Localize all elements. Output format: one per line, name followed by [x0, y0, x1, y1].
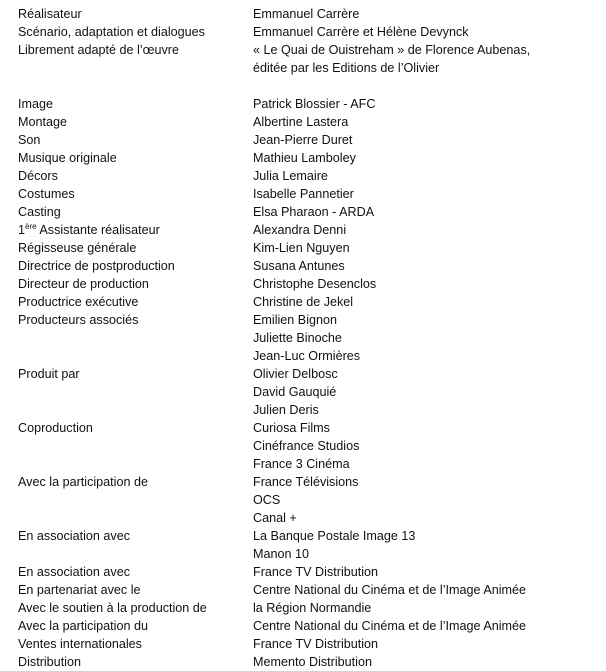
- credit-row: [18, 275, 598, 293]
- credit-name: Canal +: [253, 511, 297, 525]
- credits-list: [18, 5, 598, 671]
- credit-role-label: En association avec: [18, 529, 131, 543]
- credit-role: [18, 239, 253, 257]
- credit-row: [18, 167, 598, 185]
- credit-role: [18, 221, 253, 239]
- credit-name: France Télévisions: [253, 475, 359, 489]
- credit-role-label: Avec le soutien à la production de: [18, 601, 207, 615]
- credit-role: [18, 275, 253, 293]
- credit-name: France TV Distribution: [253, 565, 379, 579]
- credit-role: [18, 203, 253, 221]
- credit-row: [18, 617, 598, 635]
- credit-role: [18, 365, 253, 383]
- credit-role-label: Assistante réalisateur: [39, 223, 160, 237]
- credit-role: [18, 473, 253, 491]
- credit-role-label: Musique originale: [18, 151, 117, 165]
- credit-spacer: [18, 77, 598, 95]
- credit-name: Memento Distribution: [253, 655, 372, 669]
- credit-role: [18, 419, 253, 437]
- credit-role-label: Producteurs associés: [18, 313, 139, 327]
- credit-row: [18, 329, 598, 347]
- credit-row: [18, 491, 598, 509]
- credit-role-prefix: 1: [18, 223, 26, 237]
- credit-name: Cinéfrance Studios: [253, 439, 360, 453]
- credit-row: [18, 419, 598, 437]
- credit-role-label: Scénario, adaptation et dialogues: [18, 25, 205, 39]
- credit-row: [18, 257, 598, 275]
- credit-role-label: Directeur de production: [18, 277, 149, 291]
- credit-role: [18, 41, 253, 59]
- credit-role-label: Costumes: [18, 187, 75, 201]
- credit-role-label: Son: [18, 133, 41, 147]
- credit-role: [18, 563, 253, 581]
- credit-row: [18, 509, 598, 527]
- credit-role: [18, 383, 253, 401]
- credit-row: [18, 599, 598, 617]
- credit-row: [18, 473, 598, 491]
- credit-name: Manon 10: [253, 547, 310, 561]
- credit-name: Jean-Pierre Duret: [253, 133, 353, 147]
- credit-row: [18, 401, 598, 419]
- credit-role: [18, 95, 253, 113]
- credit-row: [18, 203, 598, 221]
- credit-name: Emmanuel Carrère: [253, 7, 360, 21]
- credit-row: [18, 95, 598, 113]
- credit-role: [18, 635, 253, 653]
- credit-role: [18, 257, 253, 275]
- credit-row: [18, 221, 598, 239]
- credit-row: [18, 293, 598, 311]
- credit-name: Julia Lemaire: [253, 169, 328, 183]
- credit-name: Kim-Lien Nguyen: [253, 241, 350, 255]
- credit-role: [18, 149, 253, 167]
- credit-role-label: Distribution: [18, 655, 81, 669]
- credit-row: [18, 653, 598, 671]
- credit-role-label: Montage: [18, 115, 68, 129]
- credit-row: [18, 527, 598, 545]
- credit-row: [18, 23, 598, 41]
- credit-role: [18, 527, 253, 545]
- credit-name: OCS: [253, 493, 281, 507]
- credit-role-label: Librement adapté de l’œuvre: [18, 43, 180, 57]
- credit-row: [18, 5, 598, 23]
- credit-name: Curiosa Films: [253, 421, 330, 435]
- credit-role: [18, 59, 253, 77]
- credit-role: [18, 347, 253, 365]
- credit-role-label: Décors: [18, 169, 58, 183]
- credit-row: [18, 149, 598, 167]
- credit-role: [18, 617, 253, 635]
- credit-row: [18, 311, 598, 329]
- credit-role: [18, 599, 253, 617]
- credit-role: [18, 293, 253, 311]
- credit-name: La Banque Postale Image 13: [253, 529, 416, 543]
- credit-name: Isabelle Pannetier: [253, 187, 354, 201]
- credit-row: [18, 185, 598, 203]
- credit-role-label: Productrice exécutive: [18, 295, 139, 309]
- credit-row: [18, 455, 598, 473]
- credit-role: [18, 185, 253, 203]
- credit-name: Juliette Binoche: [253, 331, 342, 345]
- credit-role: [18, 509, 253, 527]
- credit-name: Patrick Blossier - AFC: [253, 97, 376, 111]
- credit-role: [18, 545, 253, 563]
- credit-name: Olivier Delbosc: [253, 367, 338, 381]
- credit-role: [18, 167, 253, 185]
- credit-role-label: En partenariat avec le: [18, 583, 141, 597]
- credit-row: [18, 383, 598, 401]
- credit-role-label: Produit par: [18, 367, 80, 381]
- credit-name: Susana Antunes: [253, 259, 345, 273]
- credit-name: Alexandra Denni: [253, 223, 347, 237]
- credit-row: [18, 347, 598, 365]
- credit-name: Emmanuel Carrère et Hélène Devynck: [253, 25, 469, 39]
- credit-name: France 3 Cinéma: [253, 457, 350, 471]
- credit-name: la Région Normandie: [253, 601, 372, 615]
- credit-row: [18, 113, 598, 131]
- credit-row: [18, 437, 598, 455]
- credit-name: Centre National du Cinéma et de l’Image Animée: [253, 619, 527, 633]
- credit-role-label: Directrice de postproduction: [18, 259, 175, 273]
- credit-role-label: Casting: [18, 205, 61, 219]
- credit-role: [18, 437, 253, 455]
- credit-row: [18, 59, 598, 77]
- credit-row: [18, 41, 598, 59]
- credit-role: [18, 581, 253, 599]
- credit-role: [18, 653, 253, 671]
- credit-row: [18, 635, 598, 653]
- credit-name: « Le Quai de Ouistreham » de Florence Aubenas,: [253, 43, 531, 57]
- credit-name: Albertine Lastera: [253, 115, 349, 129]
- credit-role-label: Avec la participation de: [18, 475, 148, 489]
- credit-name: Julien Deris: [253, 403, 319, 417]
- credit-name: Mathieu Lamboley: [253, 151, 356, 165]
- credit-role-label: Coproduction: [18, 421, 93, 435]
- credit-name: éditée par les Editions de l’Olivier: [253, 61, 440, 75]
- credit-role-superscript: ère: [25, 222, 37, 231]
- credit-row: [18, 365, 598, 383]
- credit-role: [18, 311, 253, 329]
- credit-role-label: Régisseuse générale: [18, 241, 137, 255]
- credit-role-label: En association avec: [18, 565, 131, 579]
- credit-name: Emilien Bignon: [253, 313, 338, 327]
- credit-role: [18, 491, 253, 509]
- credit-row: [18, 545, 598, 563]
- credit-role-label: Avec la participation du: [18, 619, 148, 633]
- credit-name: David Gauquié: [253, 385, 337, 399]
- credit-name: Christine de Jekel: [253, 295, 354, 309]
- credit-name: Elsa Pharaon - ARDA: [253, 205, 375, 219]
- credit-name: Christophe Desenclos: [253, 277, 377, 291]
- credit-row: [18, 563, 598, 581]
- credit-role: [18, 401, 253, 419]
- credit-row: [18, 239, 598, 257]
- credit-role: [18, 131, 253, 149]
- credit-name: Jean-Luc Ormières: [253, 349, 361, 363]
- credit-name: Centre National du Cinéma et de l’Image Animée: [253, 583, 527, 597]
- credit-role: [18, 329, 253, 347]
- credit-role-label: Ventes internationales: [18, 637, 142, 651]
- credit-role: [18, 5, 253, 23]
- credit-role: [18, 23, 253, 41]
- credit-role-label: Réalisateur: [18, 7, 82, 21]
- credit-role-label: Image: [18, 97, 54, 111]
- credit-role: [18, 113, 253, 131]
- credit-name: France TV Distribution: [253, 637, 379, 651]
- credit-role: [18, 455, 253, 473]
- credit-row: [18, 581, 598, 599]
- credit-row: [18, 131, 598, 149]
